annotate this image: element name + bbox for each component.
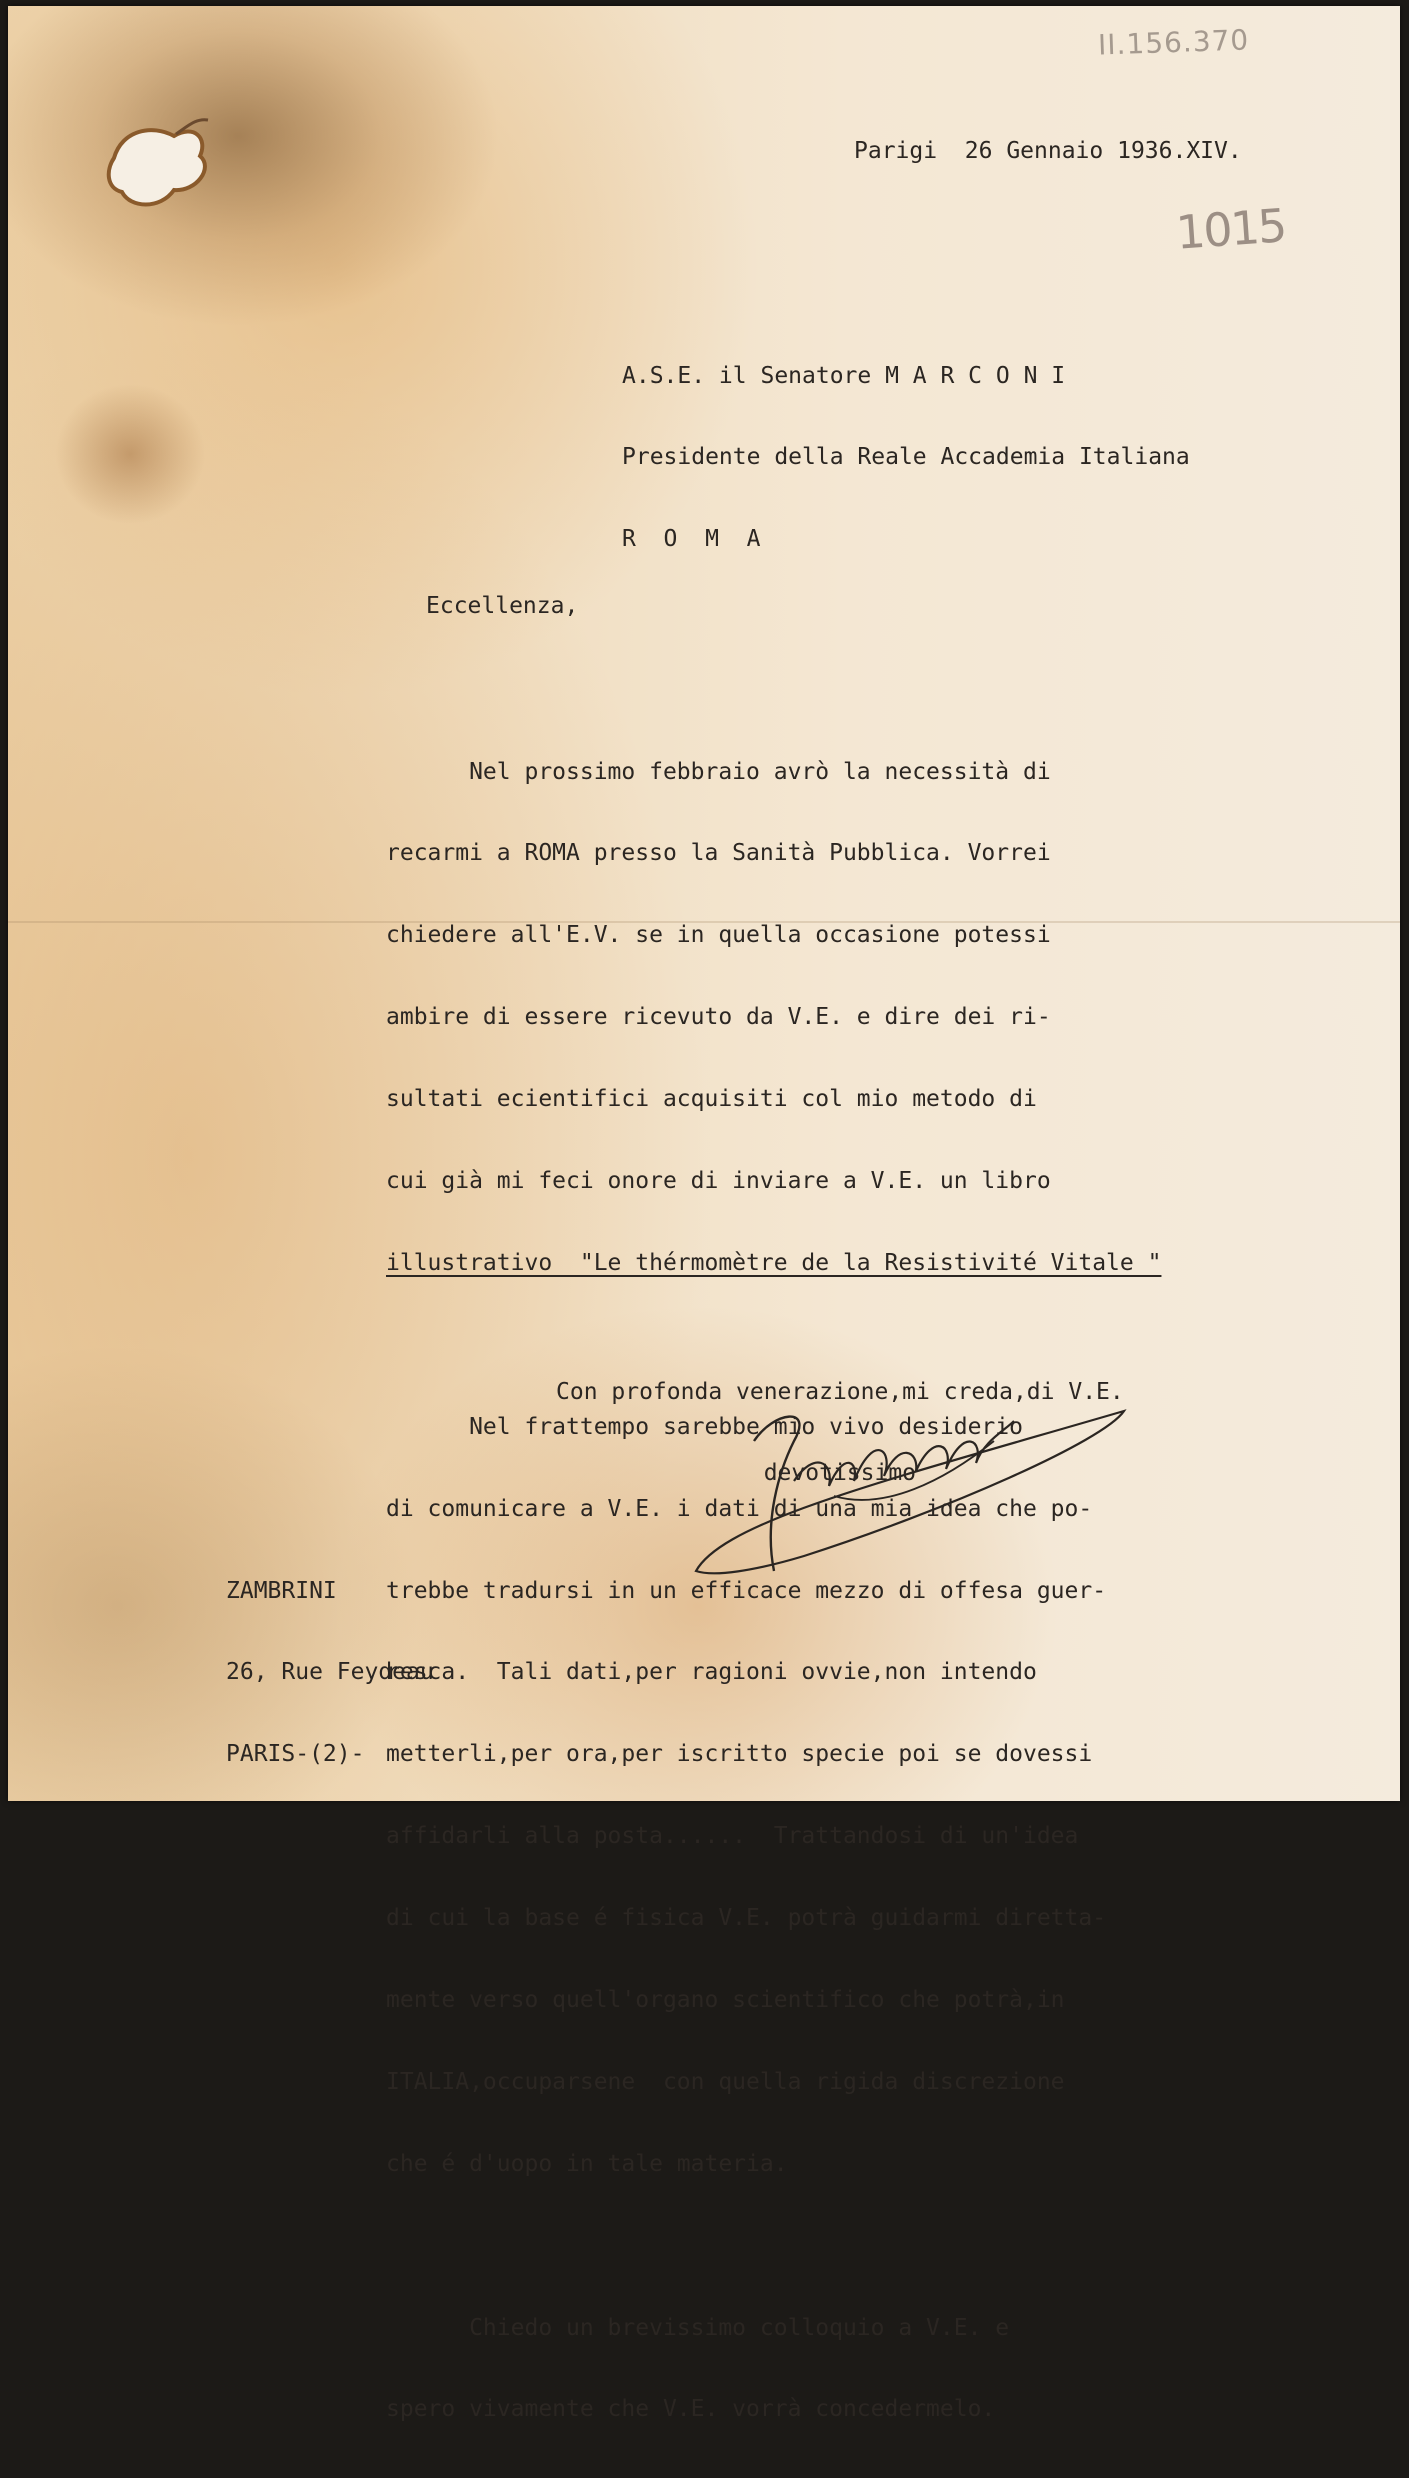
body-line: ambire di essere ricevuto da V.E. e dire dei ri-	[386, 1004, 1051, 1031]
body-line: Nel frattempo sarebbe mio vivo desiderio	[386, 1413, 1023, 1440]
pencil-number: 1015	[1174, 198, 1287, 260]
body-line: resca. Tali dati,per ragioni ovvie,non intendo	[386, 1659, 1037, 1686]
body-line: chiedere all'E.V. se in quella occasione potessi	[386, 922, 1051, 949]
body-line	[386, 2233, 1161, 2260]
closing-line: devotissimo	[556, 1460, 917, 1487]
recipient-line: A.S.E. il Senatore M A R C O N I	[622, 362, 1066, 389]
body-line: sultati ecientifici acquisiti col mio metodo di	[386, 1086, 1037, 1113]
body-line: trebbe tradursi in un efficace mezzo di offesa guer-	[386, 1577, 1107, 1604]
archive-number: II.156.370	[1097, 23, 1250, 62]
recipient-line: R O M A	[622, 526, 761, 553]
letter-sheet	[8, 6, 1400, 2423]
body-line: di cui la base é fisica V.E. potrà guidarmi diretta-	[386, 1905, 1107, 1932]
burn-mark	[104, 118, 216, 214]
body-line: mente verso quell'organo scientifico che potrà,in	[386, 1986, 1065, 2013]
body-line: Nel prossimo febbraio avrò la necessità di	[386, 758, 1051, 785]
body-line: illustrativo "Le thérmomètre de la Resistivité Vitale "	[386, 1249, 1162, 1276]
letter-body	[386, 704, 1161, 2478]
body-line: recarmi a ROMA presso la Sanità Pubblica. Vorrei	[386, 840, 1051, 867]
sender-line: 26, Rue Feydeau	[226, 1659, 434, 1686]
body-line: cui già mi feci onore di inviare a V.E. un libro	[386, 1168, 1051, 1195]
body-line: Chiedo un brevissimo colloquio a V.E. e	[386, 2314, 1010, 2341]
recipient-block	[622, 308, 1190, 608]
body-line: affidarli alla posta...... Trattandosi di un'idea	[386, 1823, 1079, 1850]
body-line: che é d'uopo in tale materia.	[386, 2150, 788, 2177]
handwritten-signature	[684, 1371, 1144, 1586]
sender-line: ZAMBRINI	[226, 1577, 337, 1604]
body-line: ITALIA,occuparsene con quella rigida discrezione	[386, 2068, 1065, 2095]
recipient-line: Presidente della Reale Accademia Italiana	[622, 444, 1190, 471]
body-line: metterli,per ora,per iscritto specie poi se dovessi	[386, 1741, 1093, 1768]
sender-block	[226, 1523, 434, 1823]
body-line: di comunicare a V.E. i dati di una mia idea che po-	[386, 1495, 1093, 1522]
salutation: Eccellenza,	[426, 593, 579, 619]
body-line: spero vivamente che V.E. vorrà concedermelo.	[386, 2396, 996, 2423]
date-line: Parigi 26 Gennaio 1936.XIV.	[854, 138, 1242, 164]
sender-line: PARIS-(2)-	[226, 1741, 365, 1768]
closing-line: Con profonda venerazione,mi creda,di V.E.	[556, 1378, 1124, 1405]
